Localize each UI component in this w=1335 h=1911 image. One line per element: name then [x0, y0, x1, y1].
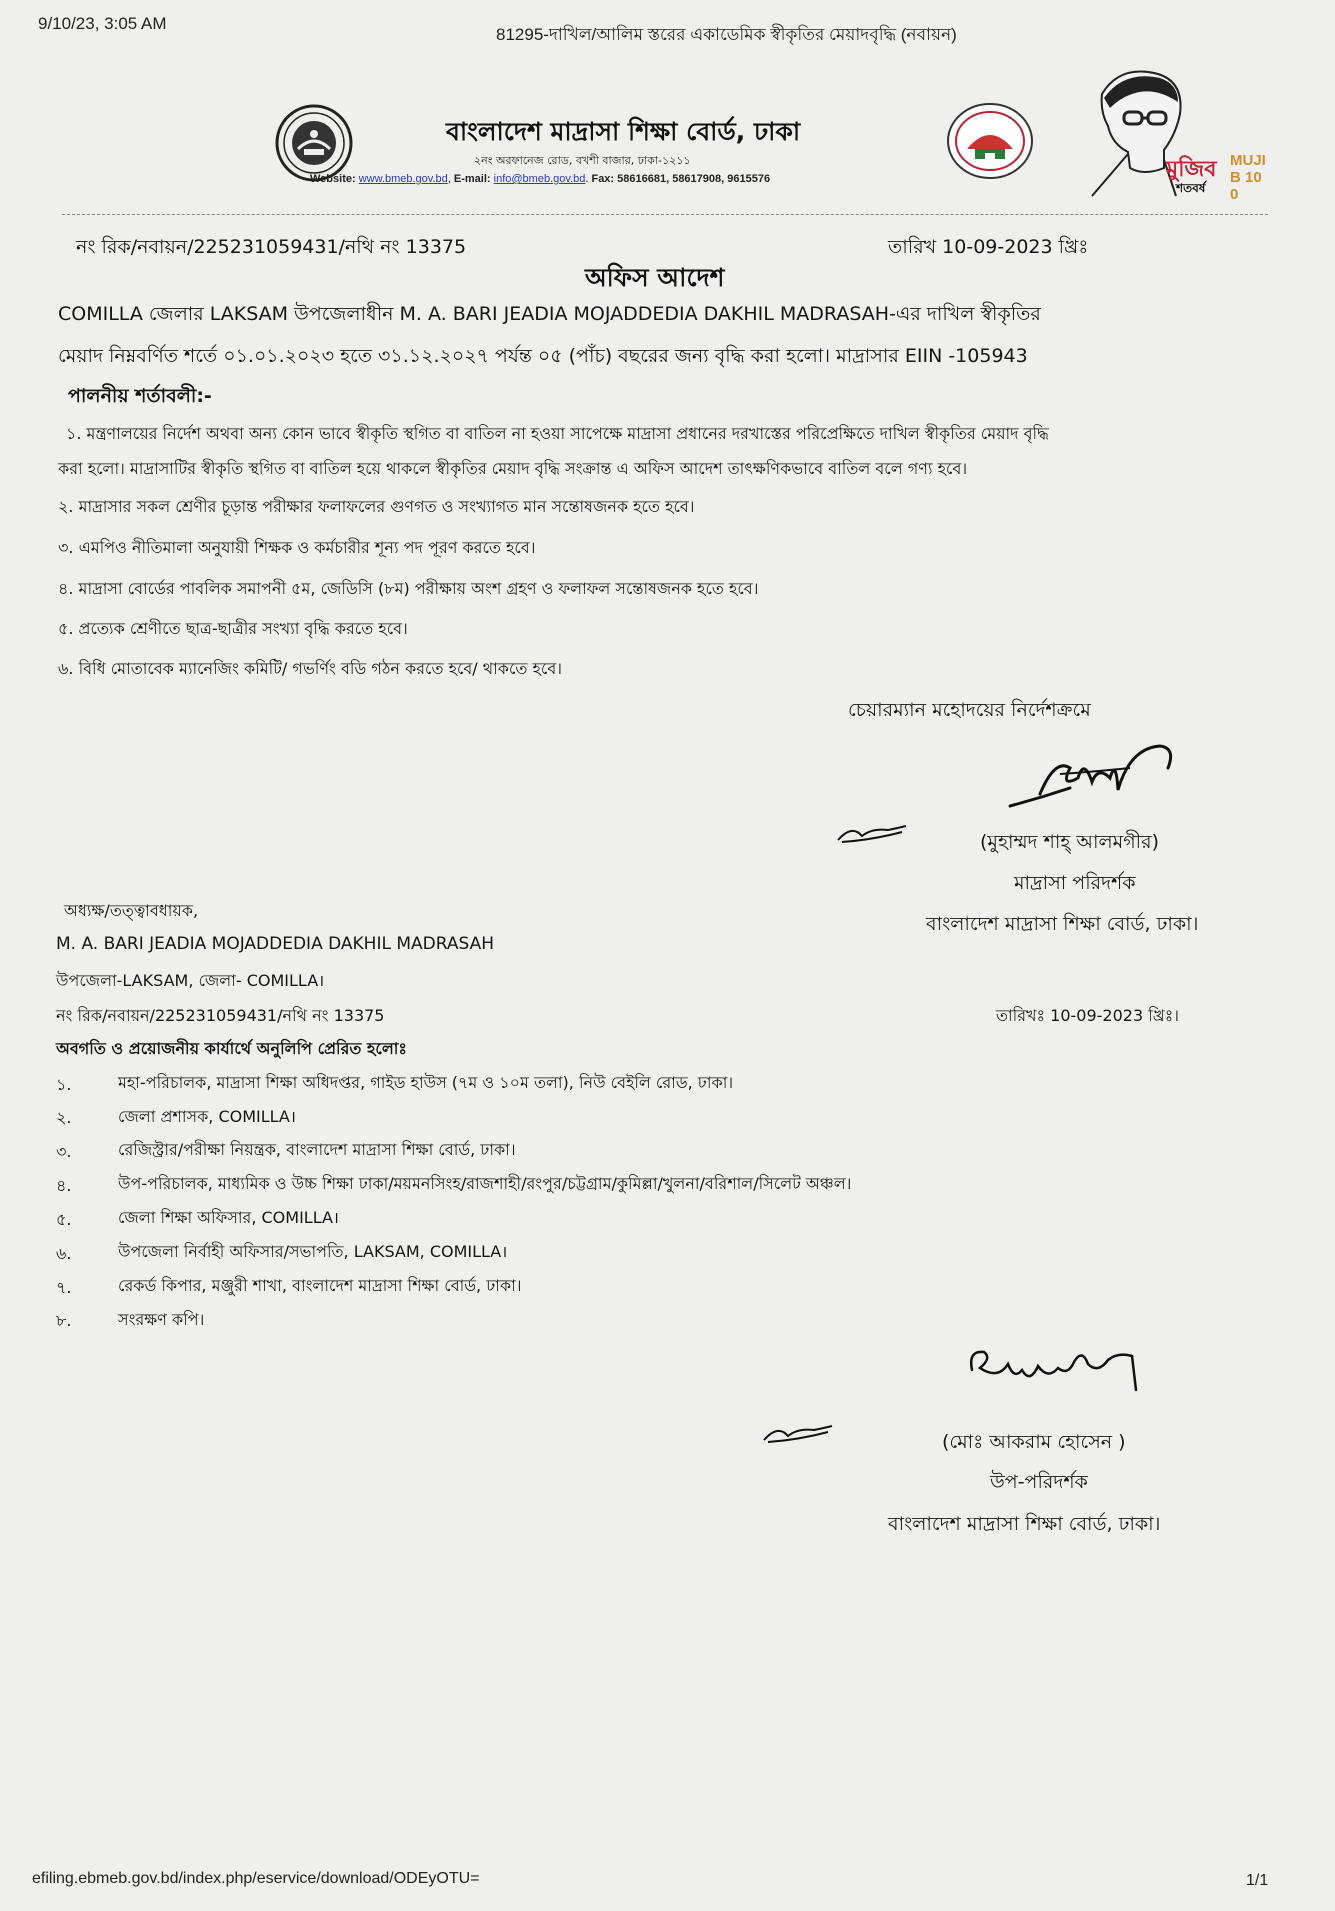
- signature-2: [958, 1340, 1148, 1414]
- print-page-title: 81295-দাখিল/আলিম স্তরের একাডেমিক স্বীকৃতির মেয়াদবৃদ্ধি (নবায়ন): [496, 25, 957, 44]
- condition-item: ৪. মাদ্রাসা বোর্ডের পাবলিক সমাপনী ৫ম, জেডিসি (৮ম) পরীক্ষায় অংশ গ্রহণ ও ফলাফল সন্তোষজনক হতে হবে।: [58, 579, 759, 598]
- initials-1: [832, 818, 912, 852]
- copy-item-text: রেজিস্ট্রার/পরীক্ষা নিয়ন্ত্রক, বাংলাদেশ মাদ্রাসা শিক্ষা বোর্ড, ঢাকা।: [118, 1140, 516, 1159]
- condition-item: ১. মন্ত্রণালয়ের নির্দেশ অথবা অন্য কোন ভাবে স্বীকৃতি স্থগিত বা বাতিল না হওয়া সাপেক্ষে মাদ্রাসা প্রধানের দরখাস্তের পরিপ্রেক্ষিতে দাখিল স্বীকৃতির মেয়াদ বৃদ্ধি: [66, 424, 1049, 443]
- body-line-2: মেয়াদ নিম্নবর্ণিত শর্তে ০১.০১.২০২৩ হতে ৩১.১২.২০২৭ পর্যন্ত ০৫ (পাঁচ) বছরের জন্য বৃদ্ধি করা হলো। মাদ্রাসার EIIN -105943: [58, 345, 1028, 367]
- copy-item-text: জেলা প্রশাসক, COMILLA।: [118, 1107, 296, 1126]
- mujib-logo-num: MUJIB 100: [1230, 152, 1266, 203]
- body-line-1: COMILLA জেলার LAKSAM উপজেলাধীন M. A. BARI JEADIA MOJADDEDIA DAKHIL MADRASAH-এর দাখিল স্বীকৃতির: [58, 303, 1041, 325]
- board-contact: Website: www.bmeb.gov.bd, E-mail: info@bmeb.gov.bd. Fax: 58616681, 58617908, 9615576: [310, 173, 771, 185]
- signature-1: [1000, 738, 1190, 822]
- board-name: বাংলাদেশ মাদ্রাসা শিক্ষা বোর্ড, ঢাকা: [446, 117, 801, 146]
- signatory-1-designation: মাদ্রাসা পরিদর্শক: [1014, 872, 1136, 894]
- website-label: Website:: [310, 173, 356, 185]
- copy-heading: অবগতি ও প্রয়োজনীয় কার্যার্থে অনুলিপি প্রেরিত হলোঃ: [56, 1039, 407, 1058]
- copy-item-text: রেকর্ড কিপার, মঞ্জুরী শাখা, বাংলাদেশ মাদ্রাসা শিক্ষা বোর্ড, ঢাকা।: [118, 1276, 522, 1295]
- copy-item-number: ১.: [56, 1075, 72, 1094]
- memo-date: তারিখ 10-09-2023 খ্রিঃ: [888, 236, 1089, 258]
- print-datetime: 9/10/23, 3:05 AM: [38, 14, 167, 33]
- copy-item-text: জেলা শিক্ষা অফিসার, COMILLA।: [118, 1208, 339, 1227]
- fax-number: Fax: 58616681, 58617908, 9615576: [591, 173, 771, 185]
- conditions-heading: পালনীয় শর্তাবলী:-: [68, 385, 212, 407]
- copy-item-number: ৭.: [56, 1278, 72, 1297]
- mujib-100-logo: [1080, 64, 1270, 203]
- page-number: 1/1: [1246, 1872, 1269, 1889]
- recipient-name: M. A. BARI JEADIA MOJADDEDIA DAKHIL MADRASAH: [56, 934, 495, 954]
- email-label: E-mail:: [453, 173, 491, 185]
- email-link[interactable]: info@bmeb.gov.bd: [493, 173, 586, 185]
- signatory-2-org: বাংলাদেশ মাদ্রাসা শিক্ষা বোর্ড, ঢাকা।: [888, 1513, 1161, 1535]
- condition-item: ৬. বিধি মোতাবেক ম্যানেজিং কমিটি/ গভর্ণিং বডি গঠন করতে হবে/ থাকতে হবে।: [58, 659, 562, 678]
- memo-ref: নং রিক/নবায়ন/225231059431/নথি নং 13375: [76, 236, 467, 258]
- condition-item: ২. মাদ্রাসার সকল শ্রেণীর চূড়ান্ত পরীক্ষার ফলাফলের গুণগত ও সংখ্যাগত মান সন্তোষজনক হতে হবে।: [58, 497, 695, 516]
- board-address: ২নং অরফানেজ রোড, বখশী বাজার, ঢাকা-১২১১: [474, 154, 691, 167]
- recipient-title: অধ্যক্ষ/তত্ত্বাবধায়ক,: [64, 901, 199, 920]
- on-behalf-of: চেয়ারম্যান মহোদয়ের নির্দেশক্রমে: [848, 699, 1091, 721]
- copy-item-number: ৫.: [56, 1210, 72, 1229]
- document-title: অফিস আদেশ: [585, 263, 725, 292]
- copy-item-text: উপ-পরিচালক, মাধ্যমিক ও উচ্চ শিক্ষা ঢাকা/ময়মনসিংহ/রাজশাহী/রংপুর/চট্টগ্রাম/কুমিল্লা/খুলনা/বরিশাল/সিলেট অঞ্চল।: [118, 1174, 852, 1193]
- board-logo: [274, 103, 354, 183]
- copy-item-text: মহা-পরিচালক, মাদ্রাসা শিক্ষা অধিদপ্তর, গাইড হাউস (৭ম ও ১০ম তলা), নিউ বেইলি রোড, ঢাকা।: [118, 1073, 734, 1092]
- mujib-logo-text: মুজিব: [1166, 157, 1217, 182]
- website-link[interactable]: www.bmeb.gov.bd: [358, 173, 448, 185]
- header-divider: [62, 214, 1268, 215]
- signatory-1-name: (মুহাম্মদ শাহ্ আলমগীর): [980, 831, 1159, 853]
- copy-item-number: ৩.: [56, 1142, 72, 1161]
- copy-item-text: সংরক্ষণ কপি।: [118, 1310, 205, 1329]
- copy-item-number: ৮.: [56, 1311, 72, 1330]
- copy-item-number: ২.: [56, 1108, 72, 1127]
- recipient-date: তারিখঃ 10-09-2023 খ্রিঃ।: [996, 1006, 1179, 1025]
- copy-item-text: উপজেলা নির্বাহী অফিসার/সভাপতি, LAKSAM, COMILLA।: [118, 1242, 508, 1261]
- recipient-ref: নং রিক/নবায়ন/225231059431/নথি নং 13375: [56, 1006, 385, 1025]
- initials-2: [758, 1418, 838, 1452]
- recipient-address: উপজেলা-LAKSAM, জেলা- COMILLA।: [56, 971, 325, 990]
- footer-url[interactable]: efiling.ebmeb.gov.bd/index.php/eservice/download/ODEyOTU=: [32, 1870, 480, 1887]
- emblem-logo: [945, 101, 1035, 181]
- signatory-2-designation: উপ-পরিদর্শক: [990, 1471, 1088, 1493]
- signatory-1-org: বাংলাদেশ মাদ্রাসা শিক্ষা বোর্ড, ঢাকা।: [926, 913, 1199, 935]
- signatory-2-name: (মোঃ আকরাম হোসেন ): [942, 1431, 1126, 1453]
- copy-item-number: ৪.: [56, 1176, 72, 1195]
- copy-item-number: ৬.: [56, 1244, 72, 1263]
- condition-item: ৫. প্রত্যেক শ্রেণীতে ছাত্র-ছাত্রীর সংখ্যা বৃদ্ধি করতে হবে।: [58, 619, 408, 638]
- mujib-logo-sub: শতবর্ষ: [1176, 181, 1206, 195]
- condition-item: করা হলো। মাদ্রাসাটির স্বীকৃতি স্থগিত বা বাতিল হয়ে থাকলে স্বীকৃতির মেয়াদ বৃদ্ধি সংক্রান্ত এ অফিস আদেশ তাৎক্ষণিকভাবে বাতিল বলে গণ্য হবে।: [58, 459, 968, 478]
- condition-item: ৩. এমপিও নীতিমালা অনুযায়ী শিক্ষক ও কর্মচারীর শূন্য পদ পূরণ করতে হবে।: [58, 538, 536, 557]
